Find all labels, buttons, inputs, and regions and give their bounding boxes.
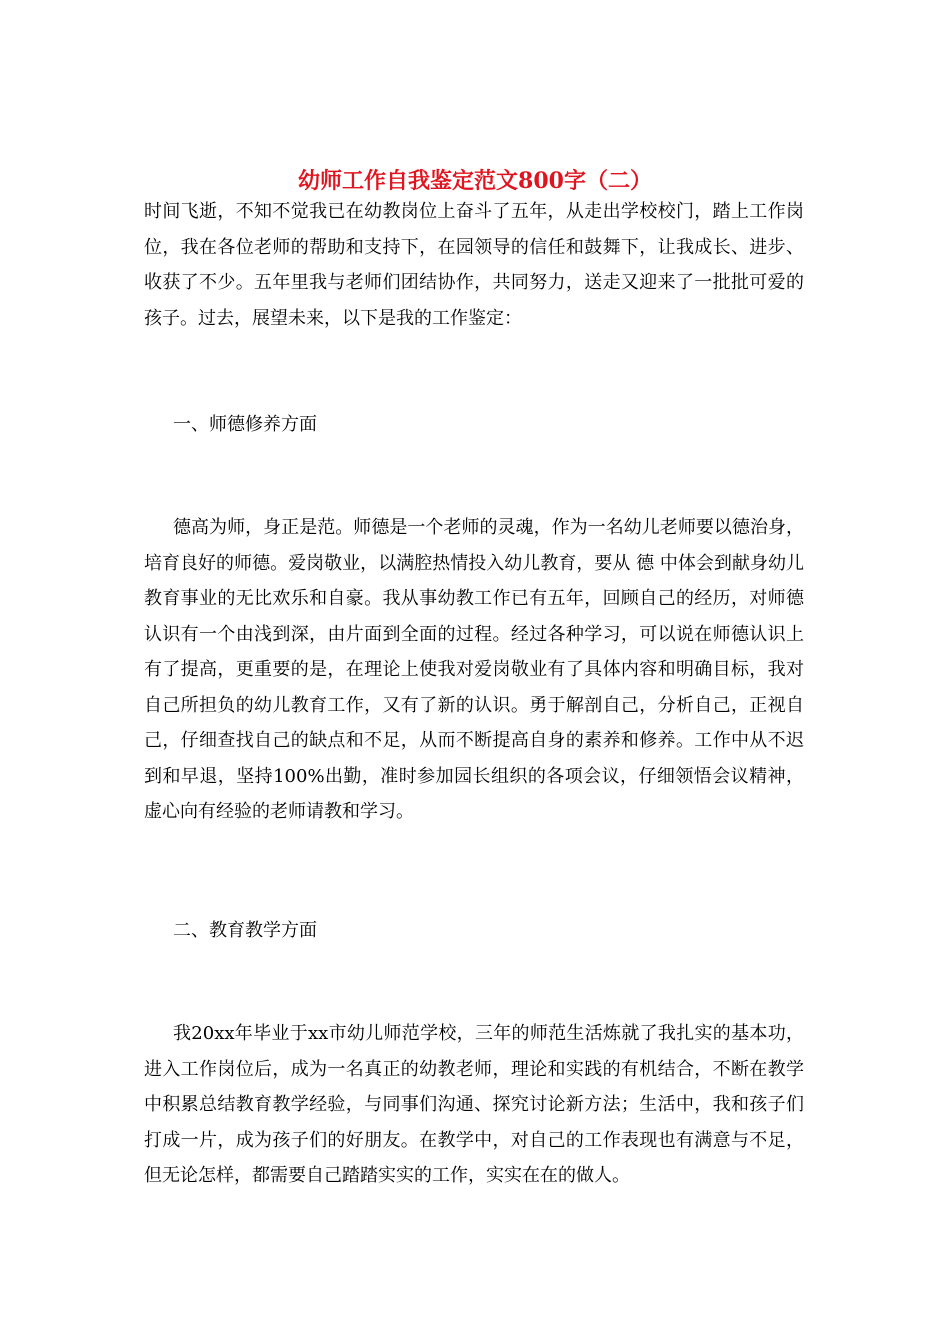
section-heading-ethics: 一、师德修养方面 [173, 414, 317, 435]
section-heading-teaching: 二、教育教学方面 [173, 920, 317, 941]
intro-paragraph: 时间飞逝，不知不觉我已在幼教岗位上奋斗了五年，从走出学校校门，踏上工作岗位，我在各位老师的帮助和支持下，在园领导的信任和鼓舞下，让我成长、进步、收获了不少。五年里我与老师们团结协作，共同努力，送走又迎来了一批批可爱的孩子。过去，展望未来，以下是我的工作鉴定： [144, 201, 804, 329]
document-title: 幼师工作自我鉴定范文800字（二） [298, 167, 652, 194]
teaching-paragraph: 我20xx年毕业于xx市幼儿师范学校，三年的师范生活炼就了我扎实的基本功，进入工作岗位后，成为一名真正的幼教老师，理论和实践的有机结合，不断在教学中积累总结教育教学经验，与同事们沟通、探究讨论新方法；生活中，我和孩子们打成一片，成为孩子们的好朋友。在教学中，对自己的工作表现也有满意与不足，但无论怎样，都需要自己踏踏实实的工作，实实在在的做人。 [144, 1023, 804, 1186]
ethics-paragraph: 德高为师，身正是范。师德是一个老师的灵魂，作为一名幼儿老师要以德治身，培育良好的师德。爱岗敬业，以满腔热情投入幼儿教育，要从 德 中体会到献身幼儿教育事业的无比欢乐和自豪。我从事幼教工作已有五年，回顾自己的经历，对师德认识有一个由浅到深，由片面到全面的过程。经过各种学习，可以说在师德认识上有了提高，更重要的是，在理论上使我对爱岗敬业有了具体内容和明确目标，我对自己所担负的幼儿教育工作，又有了新的认识。勇于解剖自己，分析自己，正视自己，仔细查找自己的缺点和不足，从而不断提高自身的素养和修养。工作中从不迟到和早退，坚持100%出勤，准时参加园长组织的各项会议，仔细领悟会议精神，虚心向有经验的老师请教和学习。 [144, 517, 804, 822]
